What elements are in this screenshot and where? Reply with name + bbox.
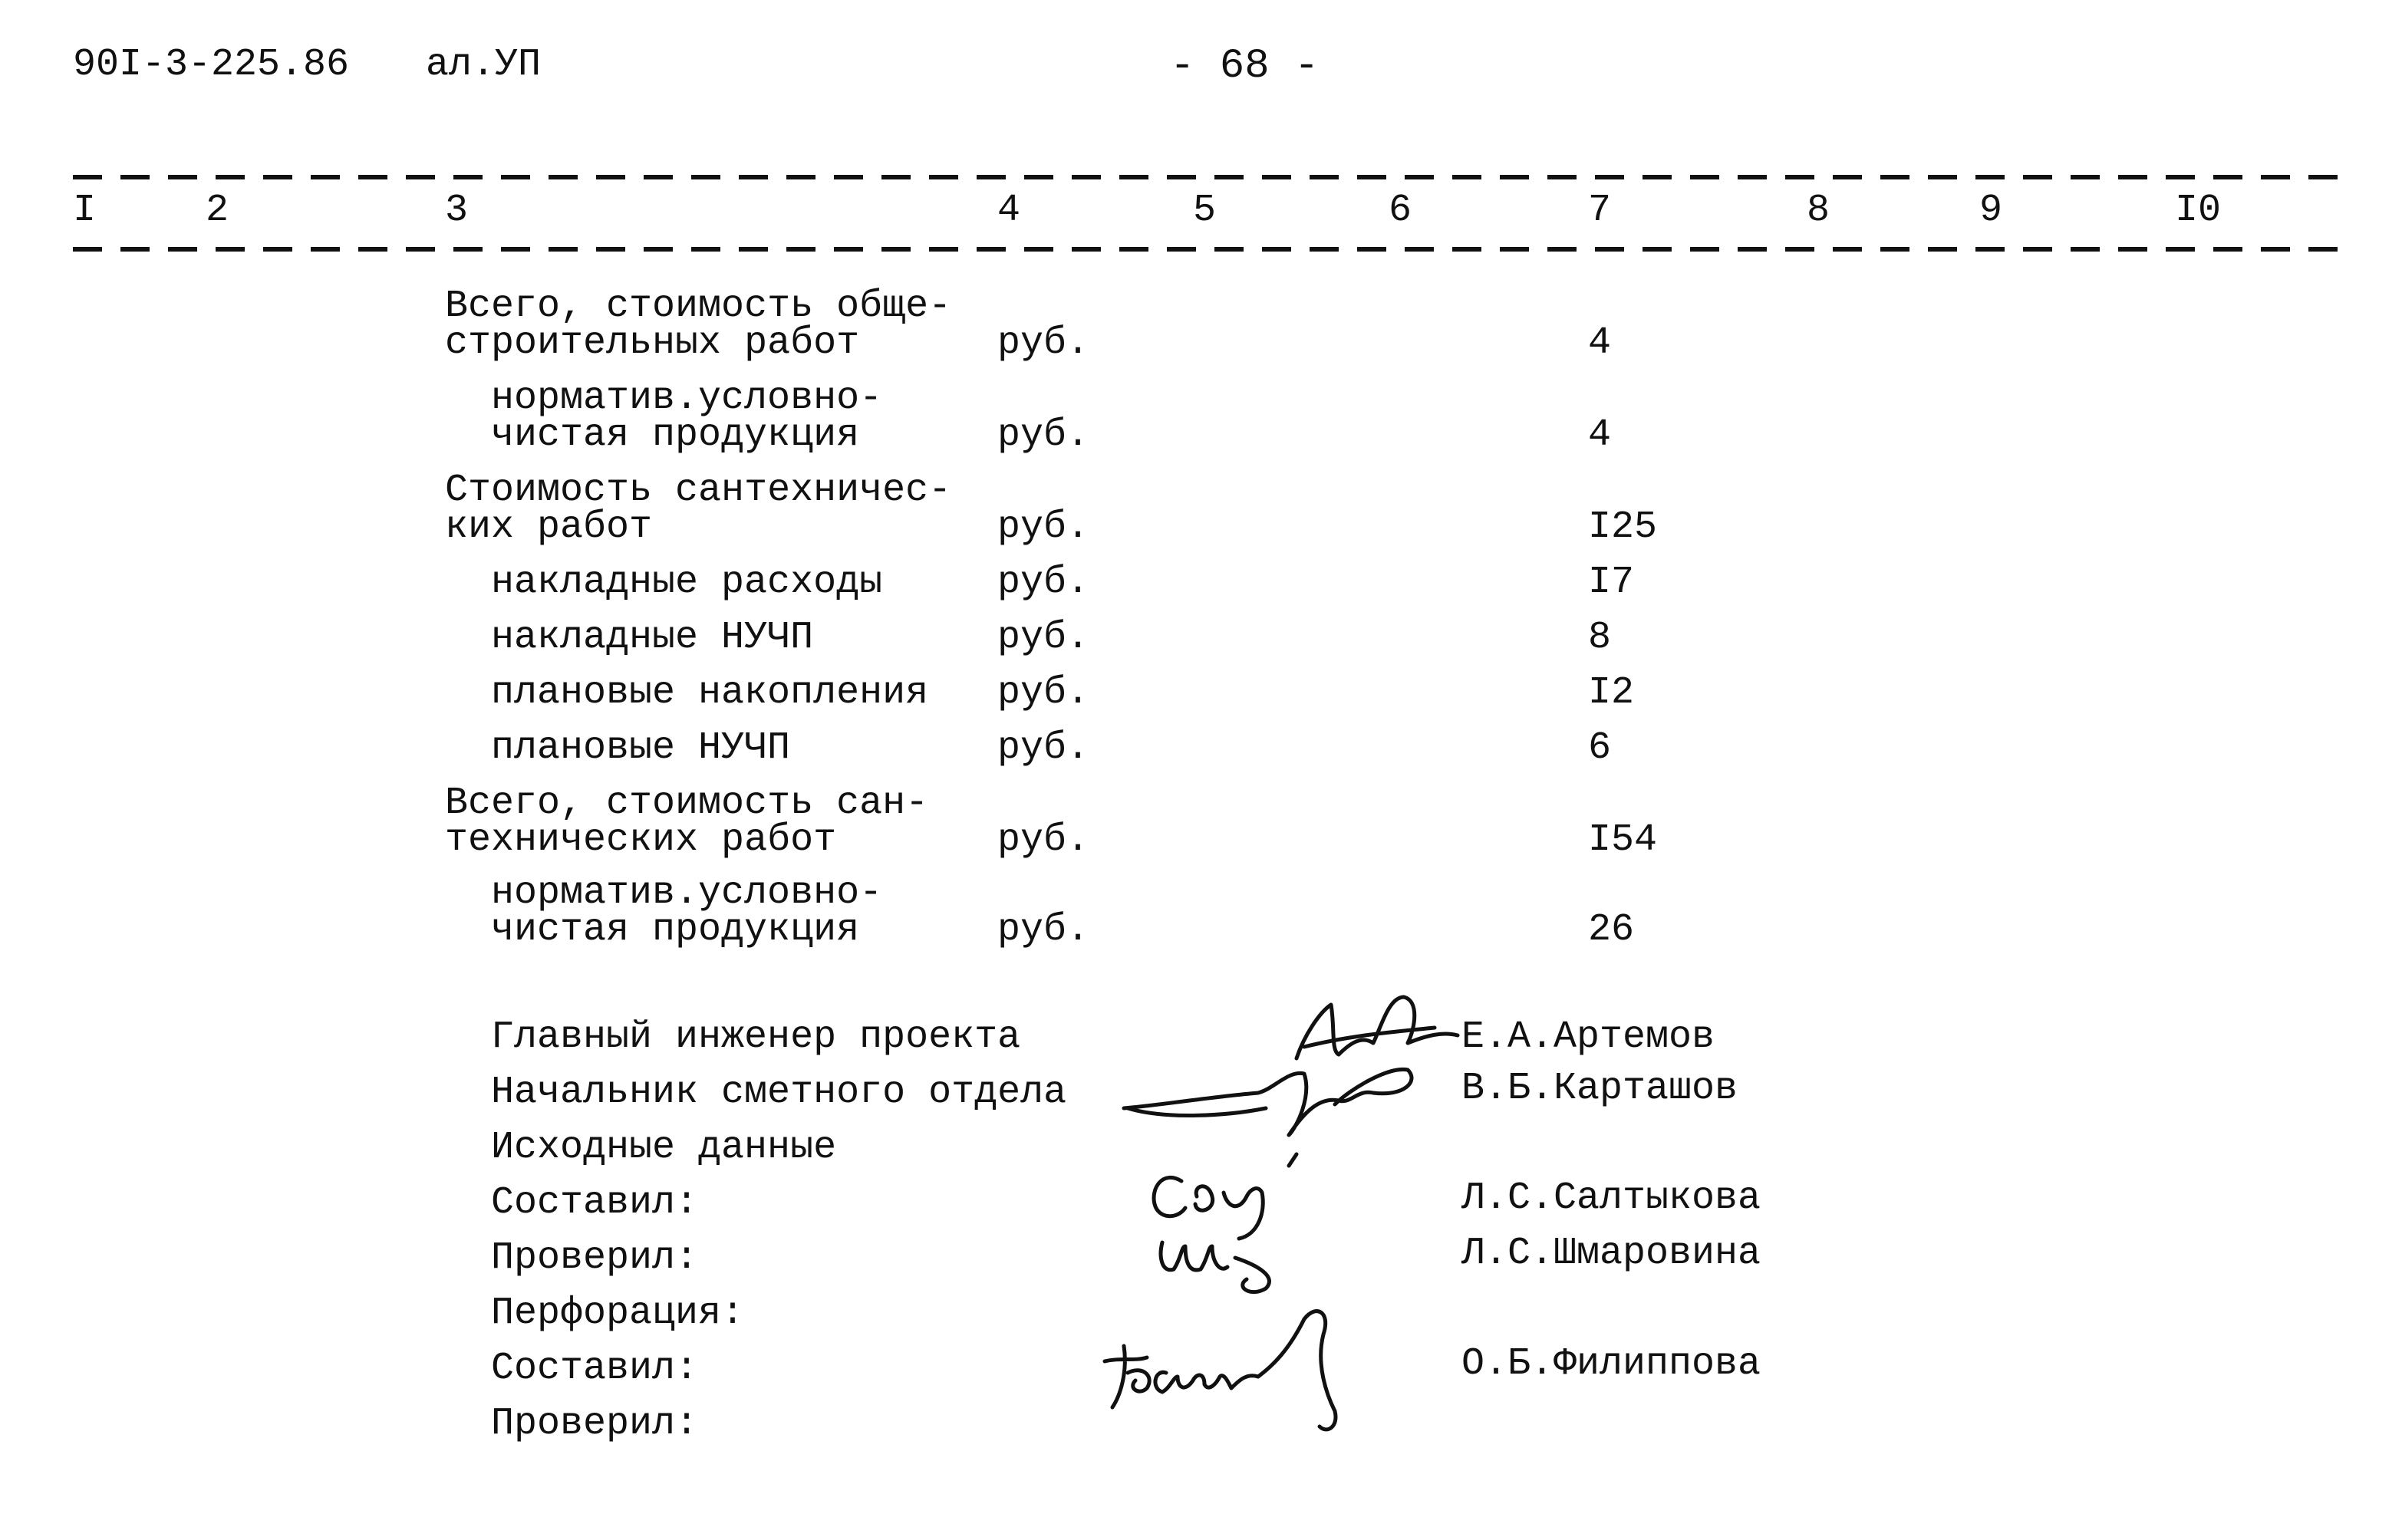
row-name-line: ких работ	[445, 505, 653, 549]
row-name-line: норматив.условно-	[491, 871, 883, 915]
signature-person: Л.С.Салтыкова	[1461, 1176, 1761, 1220]
row-unit: руб.	[997, 616, 1090, 660]
row-unit: руб.	[997, 908, 1090, 952]
row-name-line: плановые накопления	[491, 671, 929, 715]
signature-person: В.Б.Карташов	[1461, 1067, 1738, 1111]
column-number: I0	[2175, 189, 2222, 232]
signature-mark	[1128, 1108, 1266, 1115]
column-number: 5	[1193, 189, 1217, 232]
signature-role: Проверил:	[491, 1236, 699, 1280]
signature-mark	[1161, 1242, 1227, 1270]
row-name-line: накладные НУЧП	[491, 616, 814, 660]
column-number: 6	[1389, 189, 1412, 232]
row-value: 26	[1588, 908, 1635, 952]
signature-person: Л.С.Шмаровина	[1461, 1232, 1761, 1275]
row-value: I2	[1588, 671, 1635, 715]
row-unit: руб.	[997, 413, 1090, 457]
signature-role: Перфорация:	[491, 1292, 745, 1335]
row-name-line: Всего, стоимость сан-	[445, 782, 929, 825]
signature-role: Проверил:	[491, 1402, 699, 1446]
page-number: - 68 -	[1170, 43, 1320, 90]
signature-mark	[1289, 1154, 1297, 1166]
row-value: 4	[1588, 413, 1612, 457]
row-unit: руб.	[997, 726, 1090, 770]
row-unit: руб.	[997, 561, 1090, 604]
sheet-label: ал.УП	[426, 43, 542, 87]
signature-mark	[1224, 1189, 1263, 1239]
row-unit: руб.	[997, 321, 1090, 365]
signature-role: Составил:	[491, 1181, 699, 1225]
row-value: I7	[1588, 561, 1635, 604]
row-unit: руб.	[997, 818, 1090, 862]
row-name-line: технических работ	[445, 818, 837, 862]
column-number: 8	[1807, 189, 1830, 232]
column-number: 4	[997, 189, 1021, 232]
row-name-line: строительных работ	[445, 321, 860, 365]
row-value: 4	[1588, 321, 1612, 365]
signature-mark	[1235, 1258, 1269, 1292]
row-name-line: норматив.условно-	[491, 377, 883, 420]
signature-role: Начальник сметного отдела	[491, 1071, 1067, 1114]
row-value: I25	[1588, 505, 1658, 549]
signature-mark	[1195, 1186, 1213, 1210]
row-unit: руб.	[997, 505, 1090, 549]
signature-mark	[1105, 1346, 1147, 1407]
signature-mark	[1304, 1028, 1435, 1047]
column-number: 3	[445, 189, 469, 232]
row-name-line: плановые НУЧП	[491, 726, 791, 770]
column-number: 7	[1588, 189, 1612, 232]
signature-person: Е.А.Артемов	[1461, 1015, 1715, 1059]
row-unit: руб.	[997, 671, 1090, 715]
row-name-line: чистая продукция	[491, 908, 860, 952]
row-name-line: Стоимость сантехничес-	[445, 469, 952, 512]
signature-role: Составил:	[491, 1347, 699, 1390]
row-name-line: Всего, стоимость обще-	[445, 285, 952, 328]
signature-mark	[1154, 1177, 1185, 1216]
signature-person: О.Б.Филиппова	[1461, 1342, 1761, 1386]
row-value: 6	[1588, 726, 1612, 770]
row-value: I54	[1588, 818, 1658, 862]
signature-role: Исходные данные	[491, 1126, 837, 1170]
document-code: 90I-3-225.86	[73, 43, 350, 87]
signature-role: Главный инженер проекта	[491, 1015, 1021, 1059]
signature-mark	[1155, 1311, 1336, 1430]
column-number: I	[73, 189, 97, 232]
row-value: 8	[1588, 616, 1612, 660]
signature-mark	[1124, 1069, 1412, 1135]
column-number: 2	[206, 189, 229, 232]
signature-mark	[1128, 1371, 1149, 1391]
row-name-line: чистая продукция	[491, 413, 860, 457]
row-name-line: накладные расходы	[491, 561, 883, 604]
column-number: 9	[1979, 189, 2003, 232]
